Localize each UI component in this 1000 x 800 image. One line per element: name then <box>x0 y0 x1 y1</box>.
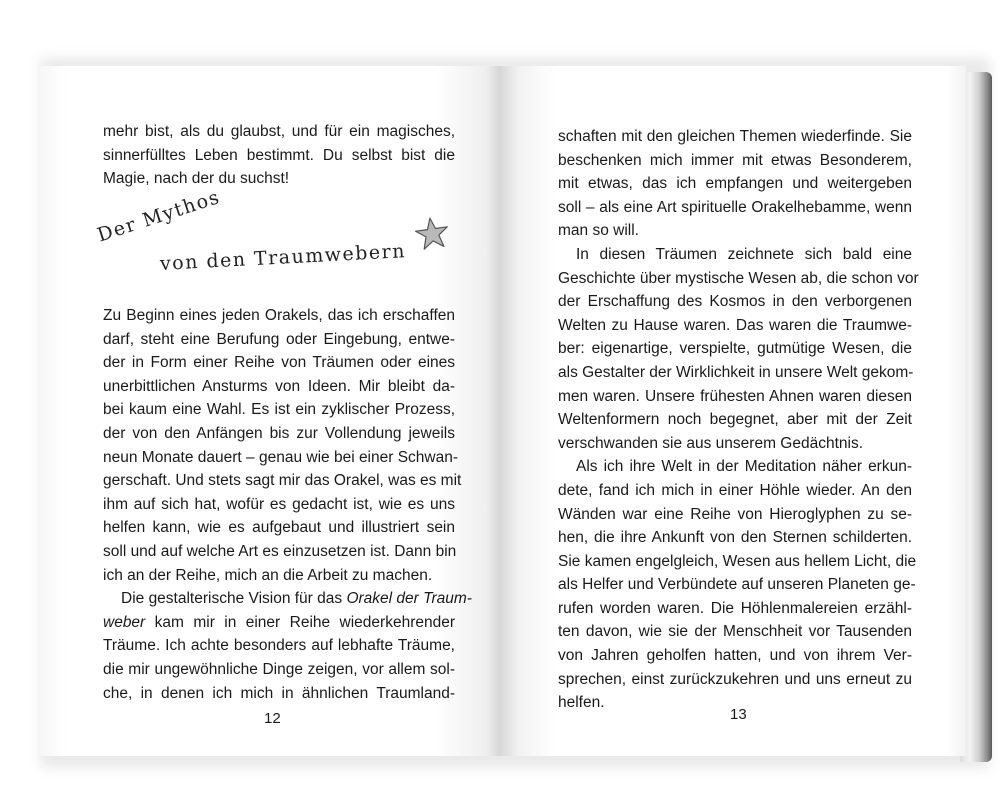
text-line: der von den Anfängen bis zur Vollendung jeweils <box>103 424 455 442</box>
text-line: Wänden war eine Reihe von Hieroglyphen zu se- <box>558 505 912 523</box>
text-line: als Helfer und Verbündete auf unseren Planeten ge- <box>558 576 916 594</box>
text-line: bei kaum eine Wahl. Es ist ein zyklischer Prozess, <box>103 401 455 419</box>
text-line: Als ich ihre Welt in der Meditation näher erkun- <box>576 458 912 476</box>
page-number-left: 12 <box>264 710 281 727</box>
text-line: die mir ungewöhnliche Dinge zeigen, vor allem sol- <box>103 660 455 678</box>
text-line: Sie kamen engelgleich, Wesen aus hellem Licht, die <box>558 552 917 570</box>
text-line: soll – als eine Art spirituelle Orakelhebamme, wenn <box>558 198 912 216</box>
text-line: ten davon, wie sie der Menschheit vor Tausenden <box>558 623 912 641</box>
right-body-text <box>558 125 919 715</box>
chapter-heading-line-2: von den Traumwebern <box>159 240 407 275</box>
book-title-italic: Orakel der Traum- <box>346 590 472 608</box>
text-line: mit etwas, das ich empfangen und weitergeben <box>558 175 912 193</box>
text-line: che, in denen ich mich in ähnlichen Traumland- <box>103 684 455 702</box>
chapter-heading-line-1: Der Mythos <box>94 186 224 247</box>
star-icon <box>414 216 450 250</box>
text-line: ihm auf sich hat, wofür es gedacht ist, wie es uns <box>103 495 455 513</box>
text-line: helfen. <box>558 694 605 712</box>
left-top-paragraph <box>103 120 455 191</box>
text-line: man so will. <box>558 222 639 240</box>
text-line: der in Form einer Reihe von Träumen oder eines <box>103 354 455 372</box>
text-line: men waren. Unsere frühesten Ahnen waren diesen <box>558 387 912 405</box>
text-line: Weltenformern noch begegnet, aber mit der Zeit <box>558 411 912 429</box>
text-line <box>103 611 455 635</box>
text-line: gerschaft. Und stets sagt mir das Orakel, was es mit <box>103 472 462 490</box>
text-line: ich an der Reihe, mich an die Arbeit zu machen. <box>103 566 433 584</box>
text-line: unerbittlichen Ansturms von Ideen. Mir bleibt da- <box>103 377 455 395</box>
text-line: als Gestalter der Wirklichkeit in unsere Welt gekom- <box>558 363 914 381</box>
text-line: Magie, nach der du suchst! <box>103 170 290 188</box>
text-line: von Jahren geholfen hatten, und von ihrem Ver- <box>558 647 912 665</box>
text-line <box>103 587 472 611</box>
text-line: Welten zu Hause waren. Das waren die Traumwe- <box>558 316 912 334</box>
text-line: In diesen Träumen zeichnete sich bald eine <box>576 245 912 263</box>
text-line: darf, steht eine Berufung oder Eingebung, entwe- <box>103 330 455 348</box>
text-line: schaften mit den gleichen Themen wiederfinde. Sie <box>558 128 912 145</box>
text-line: Geschichte über mystische Wesen ab, die schon vor <box>558 269 919 287</box>
text-line: rufen worden waren. Die Höhlenmalereien erzähl- <box>558 599 912 617</box>
text-line: dete, fand ich mich in einer Höhle wieder. An den <box>558 481 912 499</box>
text-line: mehr bist, als du glaubst, und für ein magisches, <box>103 123 455 140</box>
text-line: der Erschaffung des Kosmos in den verborgenen <box>558 293 912 311</box>
text-span: Die gestalterische Vision für das <box>121 590 347 608</box>
text-line: Zu Beginn eines jeden Orakels, das ich erschaffen <box>103 307 455 324</box>
text-line: neun Monate dauert – genau wie bei einer Schwan- <box>103 448 459 466</box>
text-line: verschwanden sie aus unserem Gedächtnis. <box>558 434 863 452</box>
text-line: Träume. Ich achte besonders auf lebhafte Träume, <box>103 637 455 655</box>
book-title-italic: weber <box>103 613 146 631</box>
text-line: sinnerfülltes Leben bestimmt. Du selbst bist die <box>103 146 455 164</box>
text-span: kam mir in einer Reihe wiederkehrender <box>145 613 455 631</box>
text-line: hen, die ihre Ankunft von den Sternen schilderten. <box>558 529 912 547</box>
page-number-right: 13 <box>730 706 747 723</box>
left-body-text <box>103 304 472 705</box>
text-line: soll und auf welche Art es einzusetzen ist. Dann bin <box>103 542 457 560</box>
text-line: sprechen, einst zurückzukehren und uns erneut zu <box>558 670 912 688</box>
text-line: helfen kann, wie es aufgebaut und illustriert sein <box>103 519 455 537</box>
text-line: beschenken mich immer mit etwas Besonderem, <box>558 151 912 169</box>
text-line: ber: eigenartige, verspielte, gutmütige Wesen, die <box>558 340 912 358</box>
